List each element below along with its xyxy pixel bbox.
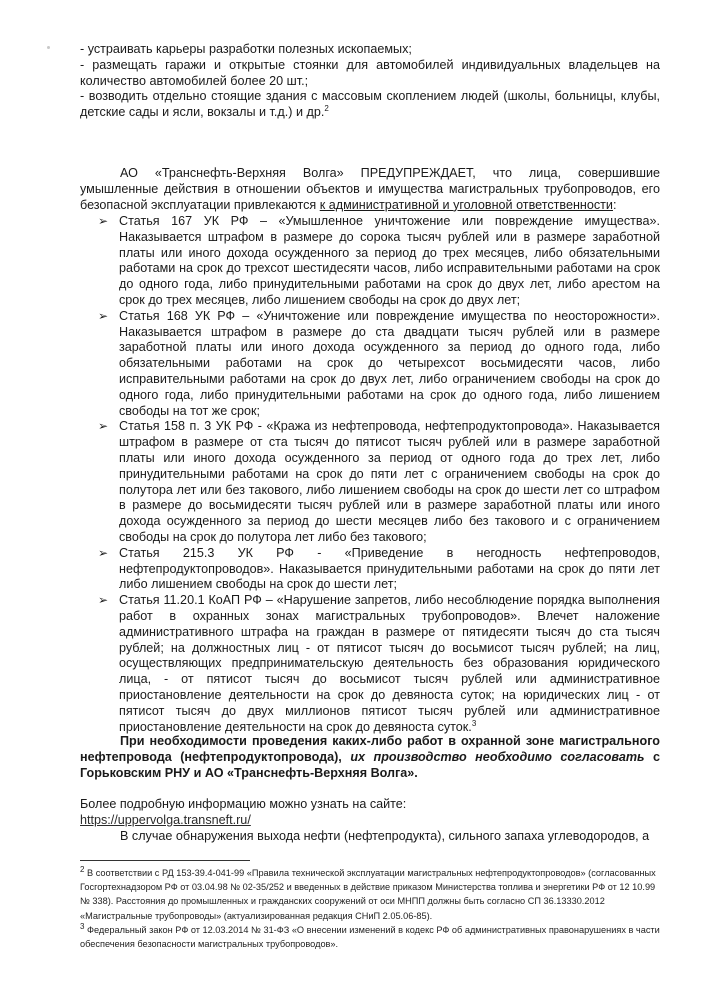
- article-item: ➢ Статья 215.3 УК РФ - «Приведение в негодность нефтепроводов, нефтепродуктопроводов». Наказывается принудительными работами на срок до пяти лет либо лишением свободы на срок до шести лет;: [98, 545, 660, 592]
- arrow-bullet-icon: ➢: [98, 593, 109, 608]
- more-info-text: Более подробную информацию можно узнать на сайте:: [80, 797, 407, 811]
- articles-list: [98, 214, 660, 735]
- prohibition-item: - устраивать карьеры разработки полезных ископаемых;: [80, 42, 412, 56]
- footnote: $^2$ В соответствии с РД 153-39.4-041-99 «Правила технической эксплуатации магистральных нефтепродуктопроводов» (согласованных Госгортехнадзором РФ от 03.04.98 № 02-35/252 и введенных в действие приказом Министерства топлива и энергетики РФ от 12 10.99 № 338). Расстояния до промышленных и гражданских сооружений от оси МНПП должны быть согласно СП 36.13330.2012 «Магистральные трубопроводы» (актуализированная редакция СНиП 2.05.06-85).: [80, 864, 656, 921]
- liability-text: к административной и уголовной ответственности: [319, 197, 613, 212]
- organization-name: АО «Транснефть-Верхняя Волга»: [120, 166, 344, 180]
- scan-speck: [47, 46, 50, 49]
- detection-text: В случае обнаружения выхода нефти (нефтепродукта), сильного запаха углеводородов, а: [120, 828, 650, 843]
- warning-word: ПРЕДУПРЕЖДАЕТ: [360, 166, 473, 180]
- prohibition-list: [80, 42, 660, 121]
- warning-paragraph: АО «Транснефть-Верхняя Волга» ПРЕДУПРЕЖДАЕТ, что лица, совершившие умышленные действия в отношении объектов и имущества магистральных трубопроводов, его безопасной эксплуатации привлекаются к административной и уголовной ответственности:: [80, 166, 660, 212]
- footnote: $^3$ Федеральный закон РФ от 12.03.2014 № 31-ФЗ «О внесении изменений в кодекс РФ об административных правонарушениях в части обеспечения безопасности магистральных трубопроводов».: [80, 921, 660, 950]
- article-item: ➢ Статья 11.20.1 КоАП РФ – «Нарушение запретов, либо несоблюдение порядка выполнения работ в охранных зонах магистральных трубопроводов». Влечет наложение административного штрафа на граждан в размере от пятидесяти тысяч до ста тысяч рублей; на должностных лиц - от пятисот тысяч до восьмисот тысяч рублей; на лиц, осуществляющих предпринимательскую деятельность без образования юридического лица, - от пятисот тысяч до восьмисот тысяч рублей или административное приостановление деятельности на срок до девяноста суток; на юридических лиц - от пятисот тысяч до двух миллионов пятисот тысяч рублей или административное приостановление деятельности на срок до девяноста суток.$^3$: [98, 593, 660, 734]
- article-item: ➢ Статья 167 УК РФ – «Умышленное уничтожение или повреждение имущества». Наказывается штрафом в размере до сорока тысяч рублей или в размере заработной платы или иного дохода осужденного за период до трех месяцев, либо обязательными работами на срок до трехсот шестидесяти часов, либо исправительными работами на срок до одного года, либо принудительными работами на срок до двух лет, либо арестом на срок до трех месяцев, либо лишением свободы на срок до двух лет;: [98, 214, 660, 307]
- arrow-bullet-icon: ➢: [98, 419, 109, 434]
- arrow-bullet-icon: ➢: [98, 545, 109, 560]
- arrow-bullet-icon: ➢: [98, 214, 109, 228]
- article-item: ➢ Статья 158 п. 3 УК РФ - «Кража из нефтепровода, нефтепродуктопровода». Наказывается штрафом в размере от ста тысяч до пятисот тысяч рублей или в размере заработной платы или иного дохода осужденного за период от одного года до трех лет, либо принудительными работами на срок до пяти лет с ограничением свободы на срок до полутора лет или без такового, либо лишением свободы на срок до шести лет со штрафом в размере до восьмидесяти тысяч рублей или в размере заработной платы или иного дохода осужденного за период до шести месяцев либо без такового и с ограничением свободы на срок до полутора лет либо без такового;: [98, 419, 660, 544]
- article-item: ➢ Статья 168 УК РФ – «Уничтожение или повреждение имущества по неосторожности». Наказывается штрафом в размере до ста двадцати тысяч рублей или в размере заработной платы или иного дохода осужденного за период до одного года, либо обязательными работами на срок до четырехсот восьмидесяти часов, либо исправительными работами на срок до двух лет, либо ограничением свободы на срок до одного года, либо принудительными работами на срок до одного года, либо лишением свободы на тот же срок;: [98, 308, 660, 418]
- footnote-ref: 3: [471, 718, 477, 728]
- website-link[interactable]: https://uppervolga.transneft.ru/: [80, 812, 251, 827]
- footnotes: [80, 866, 660, 951]
- info-block: [80, 797, 660, 844]
- footnote-ref: 2: [324, 104, 329, 113]
- prohibition-item: - размещать гаражи и открытые стоянки для автомобилей индивидуальных владельцев на количество автомобилей более 20 шт.;: [80, 57, 660, 88]
- footnote-divider: [80, 860, 250, 861]
- prohibition-item: - возводить отдельно стоящие здания с массовым скоплением людей (школы, больницы, клубы, детские сады и ясли, вокзалы и т.д.) и др.$^2$: [80, 89, 660, 120]
- agreement-emphasis: их производство необходимо согласовать: [350, 749, 645, 764]
- arrow-bullet-icon: ➢: [98, 308, 109, 323]
- agreement-paragraph: При необходимости проведения каких-либо работ в охранной зоне магистрального нефтепровода (нефтепродуктопровода), их производство необходимо согласовать с Горьковским РНУ и АО «Транснефть-Верхняя Волга».: [80, 734, 661, 780]
